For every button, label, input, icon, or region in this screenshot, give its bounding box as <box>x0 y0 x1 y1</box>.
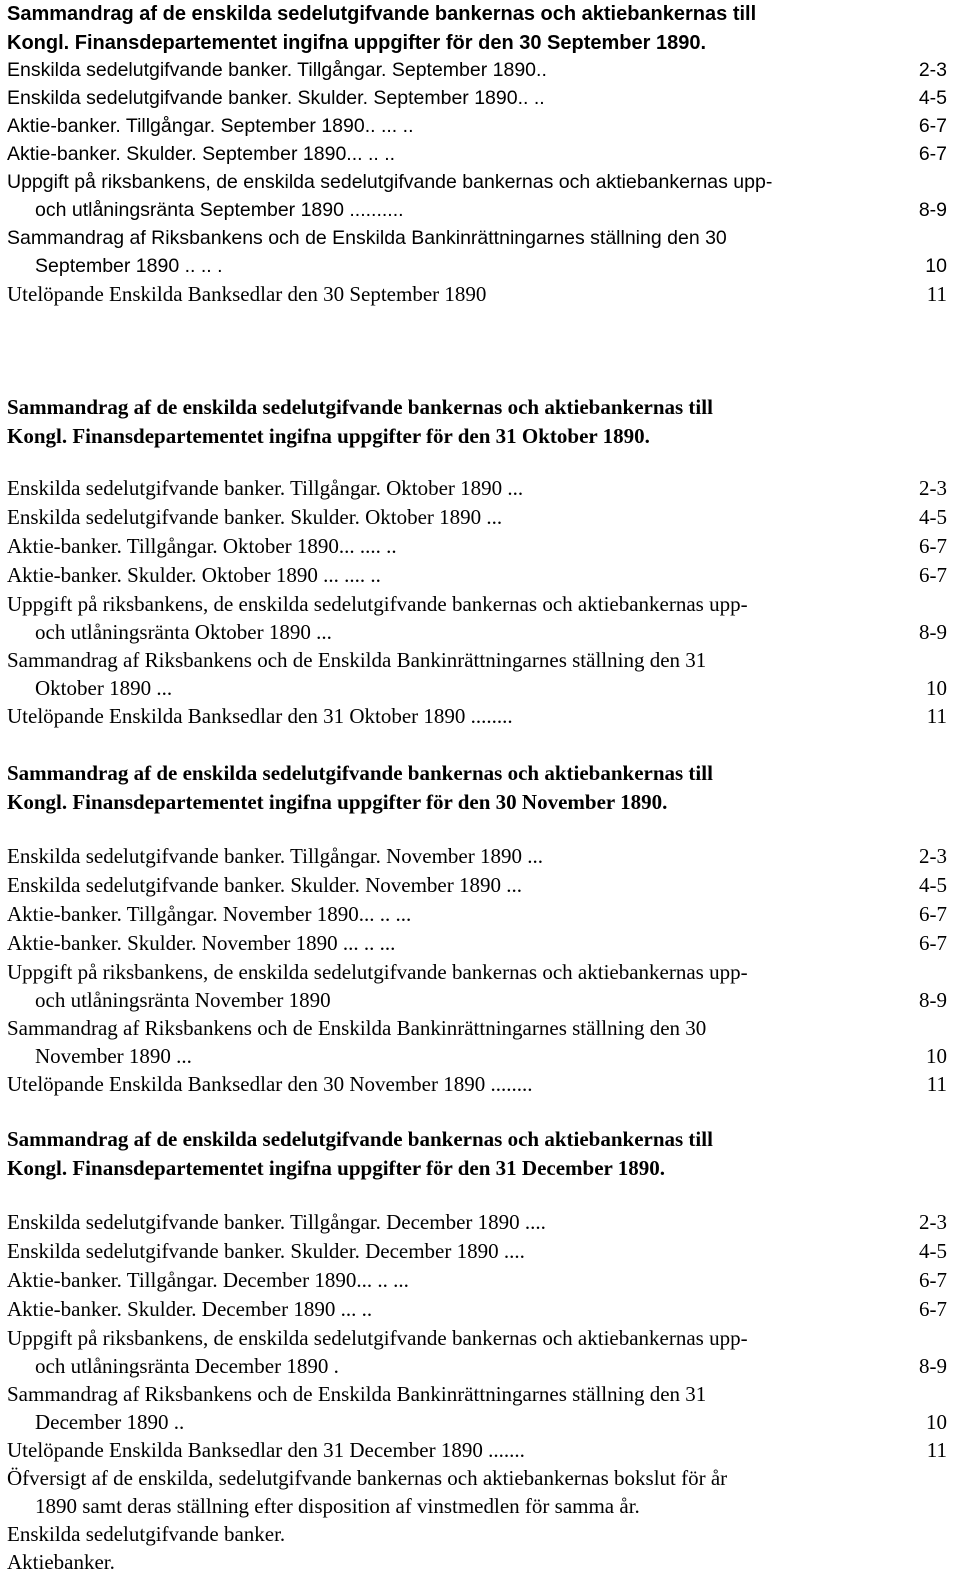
toc-entry-label: Sammandrag af Riksbankens och de Enskilda Bankinrättningarnes ställning den 31 <box>7 1382 707 1406</box>
toc-entry-label-continued: och utlåningsränta December 1890 . <box>35 1354 339 1378</box>
toc-entry-label: Sammandrag af Riksbankens och de Enskilda Bankinrättningarnes ställning den 30 <box>7 1016 707 1040</box>
toc-entry-page: 6-7 <box>918 115 947 137</box>
toc-entry-label-continued: September 1890 .. .. . <box>35 255 223 277</box>
toc-entry-label-continued: Oktober 1890 ... <box>35 676 173 700</box>
toc-entry-label-continued: och utlåningsränta November 1890 <box>35 988 331 1012</box>
toc-entry-page: 8-9 <box>918 199 947 221</box>
toc-entry-page: 6-7 <box>919 534 947 558</box>
section-3-heading <box>7 759 947 817</box>
toc-entry-label: Aktie-banker. Tillgångar. September 1890.. ... .. <box>7 115 414 137</box>
toc-entry-page: 6-7 <box>919 902 947 926</box>
section-4-heading <box>7 1125 947 1183</box>
toc-entry-label: Uppgift på riksbankens, de enskilda sedelutgifvande bankernas och aktiebankernas upp- <box>7 592 748 616</box>
toc-entry-page: 11 <box>926 1072 947 1096</box>
toc-entry-label: Sammandrag af Riksbankens och de Enskilda Bankinrättningarnes ställning den 31 <box>7 648 707 672</box>
toc-entry-page: 2-3 <box>919 844 947 868</box>
section-1-heading-line-2: Kongl. Finansdepartementet ingifna uppgifter för den 30 September 1890. <box>7 32 707 54</box>
overview-line-2: 1890 samt deras ställning efter disposition af vinstmedlen för samma år. <box>35 1494 640 1518</box>
toc-entry-label: Utelöpande Enskilda Banksedlar den 31 Oktober 1890 ........ <box>7 704 513 728</box>
toc-entry-page: 4-5 <box>919 1239 947 1263</box>
toc-entry-page: 6-7 <box>919 563 947 587</box>
toc-entry-page: 6-7 <box>919 931 947 955</box>
toc-entry-label: Sammandrag af Riksbankens och de Enskilda Bankinrättningarnes ställning den 30 <box>7 227 727 249</box>
aktiebanker-label: Aktiebanker. <box>7 1550 115 1574</box>
toc-entry-label: Uppgift på riksbankens, de enskilda sedelutgifvande bankernas och aktiebankernas upp- <box>7 1326 748 1350</box>
toc-entry-label-continued: December 1890 .. <box>35 1410 185 1434</box>
toc-entry-label-continued: November 1890 ... <box>35 1044 192 1068</box>
section-1-heading <box>7 0 947 58</box>
toc-entry-label: Uppgift på riksbankens, de enskilda sedelutgifvande bankernas och aktiebankernas upp- <box>7 960 748 984</box>
toc-entry-page: 2-3 <box>919 1210 947 1234</box>
section-4-heading-line-1: Sammandrag af de enskilda sedelutgifvande bankernas och aktiebankernas till <box>7 1127 713 1151</box>
overview-line-1: Öfversigt af de enskilda, sedelutgifvande bankernas och aktiebankernas bokslut för år <box>7 1466 728 1490</box>
toc-entry-page: 10 <box>925 255 947 277</box>
section-2-heading-line-1: Sammandrag af de enskilda sedelutgifvande bankernas och aktiebankernas till <box>7 395 713 419</box>
toc-entry-label: Enskilda sedelutgifvande banker. Skulder. September 1890.. .. <box>7 87 545 109</box>
toc-entry-page: 2-3 <box>919 476 947 500</box>
toc-entry-page: 6-7 <box>918 143 947 165</box>
toc-entry-label: Aktie-banker. Skulder. Oktober 1890 ... .... .. <box>7 563 381 587</box>
toc-entry-page: 4-5 <box>919 873 947 897</box>
toc-entry-page: 8-9 <box>919 988 947 1012</box>
toc-entry-label: Uppgift på riksbankens, de enskilda sedelutgifvande bankernas och aktiebankernas upp- <box>7 171 773 193</box>
toc-entry-label: Aktie-banker. Skulder. September 1890... .. .. <box>7 143 396 165</box>
section-4-heading-line-2: Kongl. Finansdepartementet ingifna uppgifter för den 31 December 1890. <box>7 1156 665 1180</box>
toc-entry-page: 11 <box>926 704 947 728</box>
section-2-heading-line-2: Kongl. Finansdepartementet ingifna uppgifter för den 31 Oktober 1890. <box>7 424 650 448</box>
toc-entry-label: Enskilda sedelutgifvande banker. Skulder. December 1890 .... <box>7 1239 525 1263</box>
toc-entry-page: 11 <box>926 282 947 306</box>
section-2-heading <box>7 393 947 451</box>
toc-entry-page: 6-7 <box>919 1297 947 1321</box>
toc-entry-label: Utelöpande Enskilda Banksedlar den 30 September 1890 <box>7 282 487 306</box>
toc-entry-label-continued: och utlåningsränta Oktober 1890 ... <box>35 620 332 644</box>
section-3-heading-line-1: Sammandrag af de enskilda sedelutgifvande bankernas och aktiebankernas till <box>7 761 713 785</box>
toc-entry-page: 4-5 <box>919 505 947 529</box>
toc-entry-page: 10 <box>926 1044 947 1068</box>
toc-entry-label: Aktie-banker. Skulder. December 1890 ... .. <box>7 1297 373 1321</box>
toc-entry-label: Enskilda sedelutgifvande banker. Tillgångar. Oktober 1890 ... <box>7 476 524 500</box>
toc-entry-label: Enskilda sedelutgifvande banker. Tillgångar. November 1890 ... <box>7 844 543 868</box>
toc-entry-page: 10 <box>926 1410 947 1434</box>
section-3-heading-line-2: Kongl. Finansdepartementet ingifna uppgifter för den 30 November 1890. <box>7 790 668 814</box>
toc-entry-label: Aktie-banker. Tillgångar. November 1890... .. ... <box>7 902 412 926</box>
section-1-heading-line-1: Sammandrag af de enskilda sedelutgifvande bankernas och aktiebankernas till <box>7 3 757 25</box>
toc-entry-label: Aktie-banker. Skulder. November 1890 ... .. ... <box>7 931 396 955</box>
toc-entry-label: Enskilda sedelutgifvande banker. Skulder. November 1890 ... <box>7 873 522 897</box>
toc-entry-label: Enskilda sedelutgifvande banker. Tillgångar. September 1890.. <box>7 59 547 81</box>
toc-entry-page: 6-7 <box>919 1268 947 1292</box>
toc-entry-page: 11 <box>926 1438 947 1462</box>
toc-entry-label: Utelöpande Enskilda Banksedlar den 30 November 1890 ........ <box>7 1072 533 1096</box>
toc-entry-label-continued: och utlåningsränta September 1890 .......... <box>35 199 404 221</box>
toc-entry-label: Enskilda sedelutgifvande banker. Skulder. Oktober 1890 ... <box>7 505 503 529</box>
toc-entry-page: 10 <box>926 676 947 700</box>
toc-entry-label: Enskilda sedelutgifvande banker. Tillgångar. December 1890 .... <box>7 1210 546 1234</box>
toc-entry-label: Aktie-banker. Tillgångar. Oktober 1890... .... .. <box>7 534 397 558</box>
toc-entry-page: 4-5 <box>918 87 947 109</box>
enskilda-label: Enskilda sedelutgifvande banker. <box>7 1522 286 1546</box>
toc-entry-label: Aktie-banker. Tillgångar. December 1890... .. ... <box>7 1268 409 1292</box>
toc-entry-page: 2-3 <box>918 59 947 81</box>
toc-entry-label: Utelöpande Enskilda Banksedlar den 31 December 1890 ....... <box>7 1438 525 1462</box>
toc-entry-page: 8-9 <box>919 1354 947 1378</box>
toc-entry-page: 8-9 <box>919 620 947 644</box>
